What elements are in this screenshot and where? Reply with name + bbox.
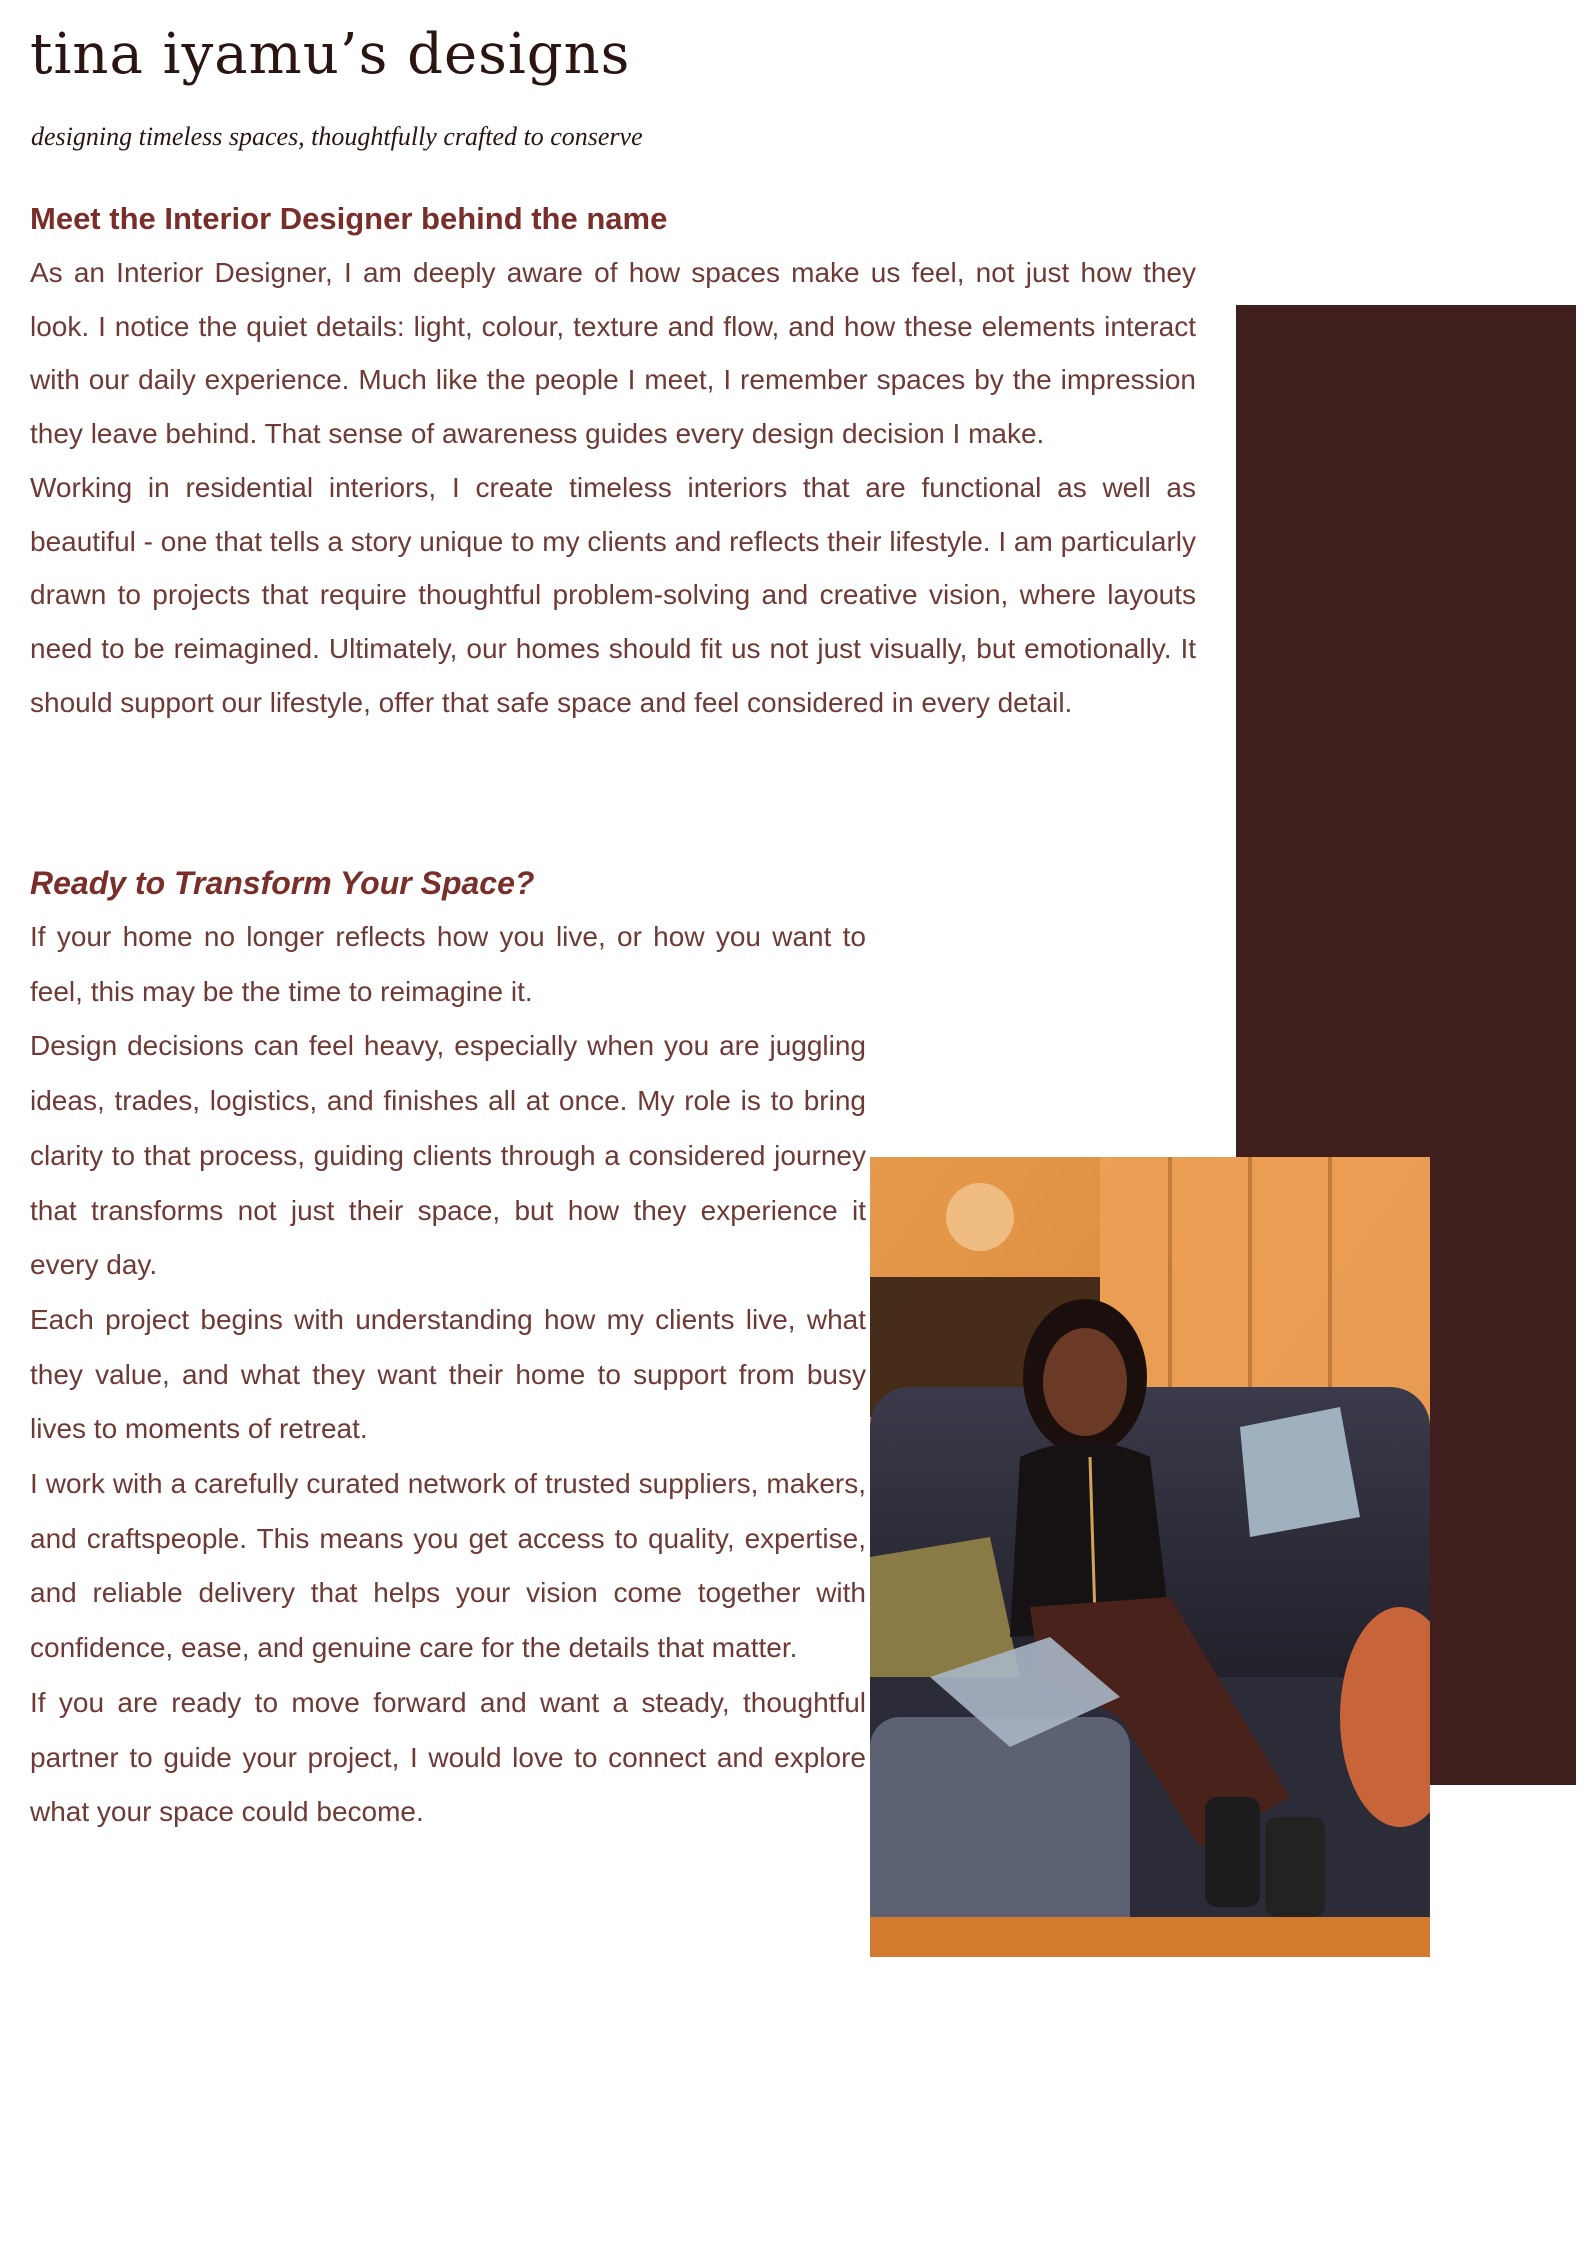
transform-paragraph: I work with a carefully curated network of trusted suppliers, makers, and craftspeople. This means you get access to quality, expertise, and reliable delivery that helps your vision come together with confidence, ease, and genuine care for the details that matter.	[30, 1468, 866, 1664]
floor	[870, 1917, 1430, 1957]
about-heading: Meet the Interior Designer behind the name	[30, 201, 668, 236]
transform-paragraph: Each project begins with understanding how my clients live, what they value, and what they want their home to support from busy lives to moments of retreat.	[30, 1303, 866, 1445]
transform-paragraph: Design decisions can feel heavy, especially when you are juggling ideas, trades, logistics, and finishes all at once. My role is to bring clarity to that process, guiding clients through a considered journey that transforms not just their space, but how they experience it every day.	[30, 1030, 866, 1281]
transform-heading: Ready to Transform Your Space?	[30, 865, 535, 901]
brand-title: tina iyamu’s designs	[30, 22, 631, 87]
portrait-illustration	[870, 1157, 1430, 1957]
right-boot	[1265, 1817, 1325, 1917]
blue-cushion	[1240, 1407, 1360, 1537]
left-boot	[1205, 1797, 1260, 1907]
about-paragraph: As an Interior Designer, I am deeply aware of how spaces make us feel, not just how they look. I notice the quiet details: light, colour, texture and flow, and how these elements interact with our daily experience. Much like the people I meet, I remember spaces by the impression they leave behind. That sense of awareness guides every design decision I make.	[30, 257, 1196, 450]
about-paragraph: Working in residential interiors, I create timeless interiors that are functional as well as beautiful - one that tells a story unique to my clients and reflects their lifestyle. I am particularly drawn to projects that require thoughtful problem-solving and creative vision, where layouts need to be reimagined. Ultimately, our homes should fit us not just visually, but emotionally. It should support our lifestyle, offer that safe space and feel considered in every detail.	[30, 471, 1196, 718]
about-section	[30, 198, 1196, 729]
transform-paragraph: If your home no longer reflects how you live, or how you want to feel, this may be the time to reimagine it.	[30, 921, 866, 1007]
designer-portrait-photo	[870, 1157, 1430, 1957]
transform-section	[30, 862, 866, 1840]
transform-paragraph: If you are ready to move forward and want a steady, thoughtful partner to guide your project, I would love to connect and explore what your space could become.	[30, 1686, 866, 1828]
face	[1043, 1328, 1127, 1436]
brand-tagline: designing timeless spaces, thoughtfully crafted to conserve	[31, 122, 643, 151]
background-light	[946, 1183, 1014, 1251]
